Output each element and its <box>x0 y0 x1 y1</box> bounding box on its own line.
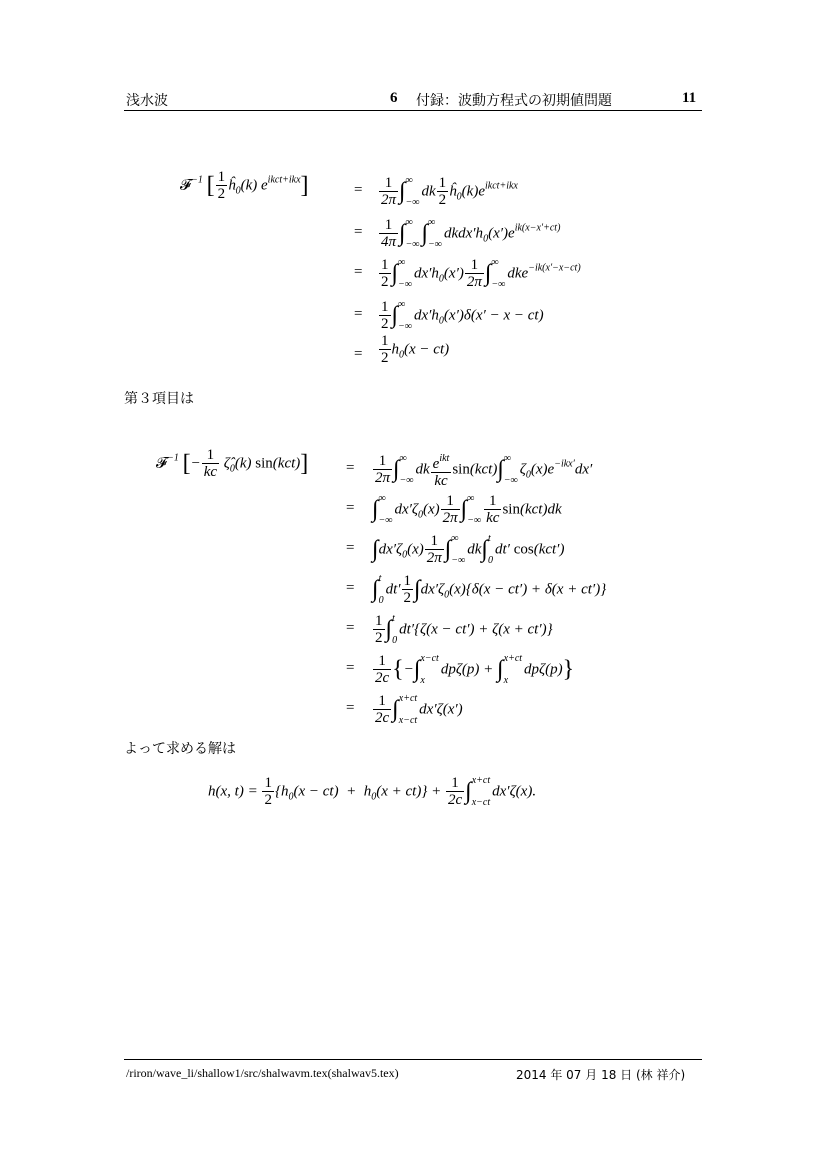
block1-eq-5: = <box>354 346 363 362</box>
block1-eq-1: = <box>354 182 363 198</box>
block1-row-4: $\frac{1}{2}$ ∫ ∞ −∞ $dx'h_0(x')\delta(x' - x - ct)$ <box>381 299 544 332</box>
block1-eq-2: = <box>354 224 363 240</box>
solution-intro: よって求める解は <box>124 741 236 757</box>
block2-row-4: ∫ t 0 dt′ $\frac{1}{2}$ $\int dx'\zeta_0(x)\{\delta(x - ct') + \delta(x + ct')\}$ <box>372 573 607 606</box>
block2-row-7: $\frac{1}{2c}$ ∫ x+ct x−ct dx′ζ(x′) <box>375 693 463 726</box>
footer-source-path: /riron/wave_li/shallow1/src/shalwavm.tex(shalwav5.tex) <box>126 1066 399 1080</box>
footer-date-author: 2014 年 07 月 18 日 (林 祥介) <box>516 1068 686 1082</box>
block1-lhs: 𝓕$^{-1}$ [ $\frac{1}{2}$ $ĥ_0(k)$ $e^{ikct+ikx}$] <box>180 169 309 202</box>
block2-row-3: $\int dx'\zeta_0(x)$ $\frac{1}{2\pi}$ ∫ ∞ −∞ dk∫ t 0 dt′ cos(kct′) <box>372 533 565 566</box>
block2-row-2: ∫ ∞ −∞ $dx'\zeta_0(x)$ $\frac{1}{2\pi}$ ∫ ∞ −∞ $\frac{1}{kc}$ sin(kct)dk <box>372 493 562 526</box>
block2-eq-1: = <box>346 460 355 476</box>
block2-row-6: $\frac{1}{2c}$ {−∫ x−ct x dpζ(p) + ∫ x+ct x dpζ(p)} <box>375 653 575 686</box>
block2-eq-6: = <box>346 660 355 676</box>
final-solution-equation: h(x, t) = $\frac{1}{2}$ $\{h_0(x - ct) + h_0(x + ct)\}$ + $\frac{1}{2c}$ ∫ x+ct x−ct dx′ζ(x). <box>208 775 537 808</box>
block1-eq-4: = <box>354 306 363 322</box>
header-rule <box>124 110 702 111</box>
block2-eq-3: = <box>346 540 355 556</box>
block2-eq-2: = <box>346 500 355 516</box>
block1-row-5: $\frac{1}{2}$ $h_0(x - ct)$ <box>381 333 450 366</box>
section-number: 6 <box>390 90 398 106</box>
footer-rule <box>124 1059 702 1060</box>
running-header-title: 浅水波 <box>126 93 168 109</box>
section-title: 付録：波動方程式の初期値問題 <box>416 93 612 109</box>
block2-eq-7: = <box>346 700 355 716</box>
block1-row-2: $\frac{1}{4\pi}$ ∫ ∞ −∞ ∫ ∞ −∞ $dkdx'h_0(x')e^{ik(x-x'+ct)}$ <box>381 217 561 250</box>
block1-eq-3: = <box>354 264 363 280</box>
block2-row-1: $\frac{1}{2\pi}$ ∫ ∞ −∞ dk $\frac{e^{ikt}}{kc}$ sin(kct)∫ ∞ −∞ $\zeta_0(x)e^{-ikx'}dx'$ <box>375 453 593 489</box>
block1-row-1: $\frac{1}{2\pi}$ ∫ ∞ −∞ dk $\frac{1}{2}$ $ĥ_0(k)e^{ikct+ikx}$ <box>381 175 518 208</box>
block2-eq-5: = <box>346 620 355 636</box>
block2-eq-4: = <box>346 580 355 596</box>
block1-row-3: $\frac{1}{2}$ ∫ ∞ −∞ $dx'h_0(x')$ $\frac{1}{2\pi}$ ∫ ∞ −∞ dke$^{-ik(x'-x-ct)}$ <box>381 257 581 290</box>
page-number: 11 <box>682 90 697 106</box>
block2-row-5: $\frac{1}{2}$ ∫ t 0 dt′{ζ(x − ct′) + ζ(x + ct′)} <box>375 613 553 646</box>
block2-lhs: 𝓕$^{-1}$ [− $\frac{1}{kc}$ $\zetâ_0(k)$ sin(kct)] <box>156 447 309 480</box>
third-term-caption: 第３項目は <box>124 391 194 407</box>
